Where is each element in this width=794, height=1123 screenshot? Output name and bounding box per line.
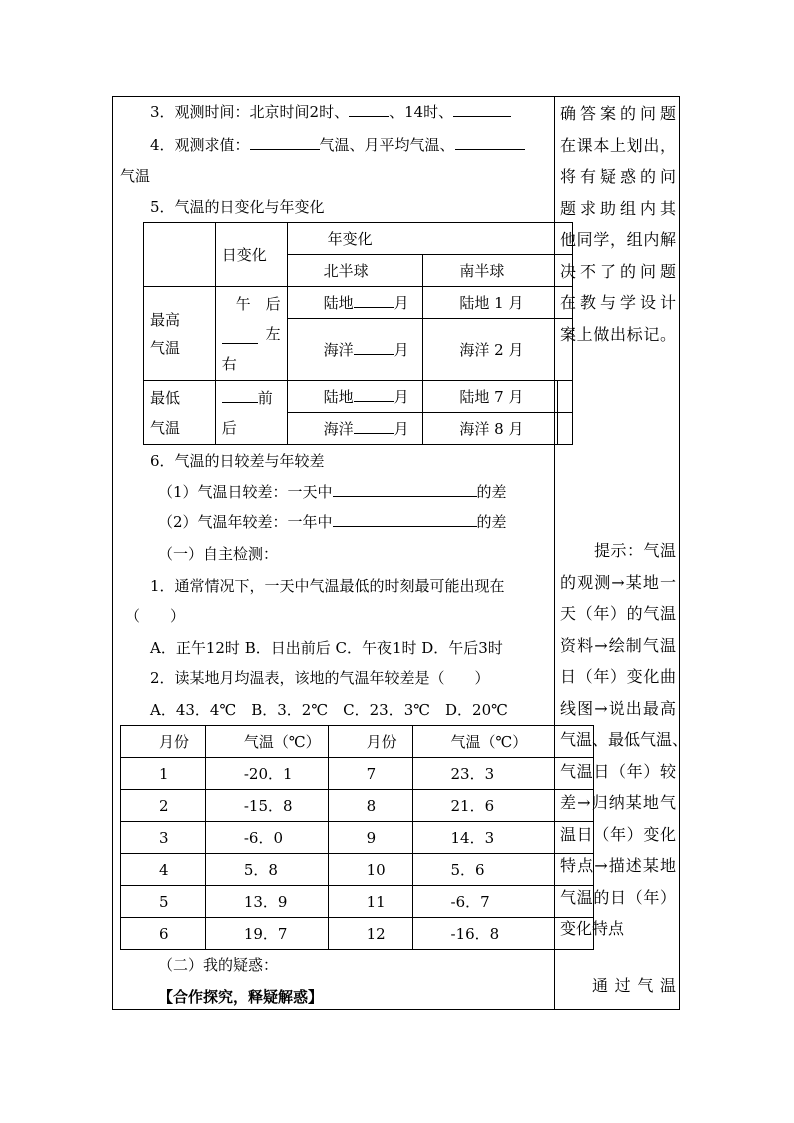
month-cell: 6 bbox=[121, 918, 206, 950]
text: 气温、月平均气温、 bbox=[319, 136, 455, 154]
max-land-north bbox=[287, 287, 423, 319]
blank bbox=[455, 135, 525, 150]
text: 4．观测求值： bbox=[150, 136, 250, 154]
month-cell: 9 bbox=[328, 822, 412, 854]
month-cell: 2 bbox=[121, 790, 206, 822]
side-line: 气温、最低气温、 bbox=[560, 730, 689, 749]
header-annual: 年变化 bbox=[287, 223, 572, 255]
table-row bbox=[121, 822, 594, 854]
month-cell: 12 bbox=[328, 918, 412, 950]
temp-cell: 13．9 bbox=[205, 886, 328, 918]
question-1-paren: （ ） bbox=[125, 607, 186, 625]
month-cell: 7 bbox=[328, 758, 412, 790]
max-sea-north bbox=[287, 319, 423, 381]
month-cell: 11 bbox=[328, 886, 412, 918]
text: 午 后 bbox=[235, 294, 281, 313]
temp-cell: -15．8 bbox=[205, 790, 328, 822]
blank bbox=[222, 329, 258, 344]
blank bbox=[354, 419, 394, 434]
question-2: 2．读某地月均温表，该地的气温年较差是（ ） bbox=[150, 669, 490, 687]
side-line: 线图→说出最高 bbox=[560, 698, 676, 718]
header-daily: 日变化 bbox=[215, 223, 287, 287]
cooperation-heading: 【合作探究，释疑解惑】 bbox=[158, 988, 324, 1006]
empty-cell bbox=[557, 413, 572, 445]
max-land-south: 陆地 1 月 bbox=[423, 287, 573, 319]
table-row bbox=[121, 790, 594, 822]
text: （1）气温日较差：一天中 bbox=[158, 483, 333, 501]
temp-cell: -20．1 bbox=[205, 758, 328, 790]
blank bbox=[354, 293, 394, 308]
line-daily-range bbox=[158, 482, 507, 502]
text: 后 bbox=[221, 418, 237, 437]
side-line: 变化特点 bbox=[560, 919, 625, 938]
side-note-bottom bbox=[560, 970, 676, 1002]
text: （2）气温年较差：一年中 bbox=[158, 513, 333, 531]
empty-cell bbox=[557, 381, 572, 413]
text: 前 bbox=[257, 388, 273, 407]
side-line: 的观测→某地一 bbox=[560, 572, 676, 592]
side-line: 题求助组内其 bbox=[560, 198, 676, 218]
temp-cell: -6．0 bbox=[205, 822, 328, 854]
side-line: 温日（年）变化 bbox=[560, 824, 676, 844]
text: 月 bbox=[393, 420, 409, 438]
text: 海洋 bbox=[323, 341, 354, 359]
text: 的差 bbox=[476, 513, 507, 531]
blank bbox=[222, 388, 258, 403]
side-line: 资料→绘制气温 bbox=[560, 635, 676, 655]
side-note-top bbox=[560, 98, 676, 350]
temp-cell: 19．7 bbox=[205, 918, 328, 950]
text: 月 bbox=[393, 294, 409, 312]
side-line: 在教与学设计 bbox=[560, 293, 676, 312]
corner-cell bbox=[144, 223, 216, 287]
max-sea-south: 海洋 2 月 bbox=[423, 319, 573, 381]
header-temp-1: 气温（℃） bbox=[205, 726, 328, 758]
blank bbox=[250, 135, 320, 150]
blank bbox=[333, 482, 477, 497]
question-1-options: A．正午12时 B．日出前后 C．午夜1时 D．午后3时 bbox=[150, 639, 503, 657]
table-row bbox=[121, 886, 594, 918]
text: 的差 bbox=[476, 483, 507, 501]
header-month-2: 月份 bbox=[328, 726, 412, 758]
table-row bbox=[121, 918, 594, 950]
side-line: 他同学，组内解 bbox=[560, 230, 676, 249]
side-line: 将有疑惑的问 bbox=[560, 167, 676, 186]
blank bbox=[349, 102, 389, 117]
self-check-heading: （一）自主检测： bbox=[158, 545, 279, 563]
max-temp-daily bbox=[215, 287, 287, 381]
temp-cell: 5．8 bbox=[205, 854, 328, 886]
side-line: 气温日（年）较 bbox=[560, 761, 676, 781]
temp-cell: 21．6 bbox=[412, 790, 593, 822]
side-line: 特点→描述某地 bbox=[560, 856, 676, 875]
text: 陆地 bbox=[323, 388, 354, 406]
line-range-title: 6．气温的日较差与年较差 bbox=[150, 452, 325, 470]
month-cell: 1 bbox=[121, 758, 206, 790]
text: 、14时、 bbox=[389, 103, 454, 121]
blank bbox=[354, 340, 394, 355]
text: 3．观测时间：北京时间2时、 bbox=[150, 103, 350, 121]
line-annual-range bbox=[158, 512, 507, 532]
question-1: 1．通常情况下，一天中气温最低的时刻最可能出现在 bbox=[150, 577, 505, 595]
side-line: 确答案的问题 bbox=[560, 104, 676, 123]
text: 气温 bbox=[150, 418, 181, 437]
side-line: 日（年）变化曲 bbox=[560, 667, 676, 686]
text: 最高 bbox=[150, 310, 181, 329]
min-land-north bbox=[287, 381, 423, 413]
side-note-hint bbox=[560, 535, 689, 945]
text: 气温 bbox=[150, 338, 181, 357]
table-row bbox=[121, 758, 594, 790]
side-line: 差→归纳某地气 bbox=[560, 793, 676, 812]
variation-table bbox=[143, 222, 573, 445]
month-cell: 8 bbox=[328, 790, 412, 822]
text: 最低 bbox=[150, 388, 181, 407]
side-line: 通过气温 bbox=[592, 976, 676, 995]
blank bbox=[333, 512, 477, 527]
table-row bbox=[121, 854, 594, 886]
temperature-table bbox=[120, 725, 594, 950]
side-line: 在课本上划出， bbox=[560, 135, 676, 155]
temp-cell: -16．8 bbox=[412, 918, 593, 950]
min-sea-north bbox=[287, 413, 423, 445]
header-north: 北半球 bbox=[287, 255, 423, 287]
header-south: 南半球 bbox=[423, 255, 573, 287]
min-temp-daily bbox=[215, 381, 287, 445]
header-temp-2: 气温（℃） bbox=[412, 726, 593, 758]
line-observation-time bbox=[150, 102, 511, 122]
max-temp-label bbox=[144, 287, 216, 381]
question-2-options: A．43．4℃ B．3．2℃ C．23．3℃ D．20℃ bbox=[150, 701, 508, 719]
min-sea-south: 海洋 8 月 bbox=[423, 413, 558, 445]
min-land-south: 陆地 7 月 bbox=[423, 381, 558, 413]
month-cell: 10 bbox=[328, 854, 412, 886]
header-month-1: 月份 bbox=[121, 726, 206, 758]
month-cell: 3 bbox=[121, 822, 206, 854]
line-observation-values-cont: 气温 bbox=[120, 167, 151, 185]
doubts-heading: （二）我的疑惑： bbox=[158, 956, 279, 974]
temp-cell: -6．7 bbox=[412, 886, 593, 918]
text: 月 bbox=[393, 341, 409, 359]
text: 左 bbox=[265, 324, 281, 343]
line-observation-values bbox=[150, 135, 525, 155]
temp-cell: 5．6 bbox=[412, 854, 593, 886]
blank bbox=[354, 387, 394, 402]
text: 陆地 bbox=[323, 294, 354, 312]
blank bbox=[453, 102, 511, 117]
text: 月 bbox=[393, 388, 409, 406]
temp-cell: 14．3 bbox=[412, 822, 593, 854]
month-cell: 5 bbox=[121, 886, 206, 918]
text: 右 bbox=[221, 354, 237, 373]
month-cell: 4 bbox=[121, 854, 206, 886]
side-line: 案上做出标记。 bbox=[560, 324, 676, 344]
min-temp-label bbox=[144, 381, 216, 445]
side-line: 提示：气温 bbox=[594, 541, 676, 560]
text: 海洋 bbox=[323, 420, 354, 438]
side-line: 天（年）的气温 bbox=[560, 604, 676, 623]
side-line: 决不了的问题 bbox=[560, 261, 676, 281]
line-variation-title: 5．气温的日变化与年变化 bbox=[150, 198, 325, 216]
temp-cell: 23．3 bbox=[412, 758, 593, 790]
side-line: 气温的日（年） bbox=[560, 887, 676, 907]
